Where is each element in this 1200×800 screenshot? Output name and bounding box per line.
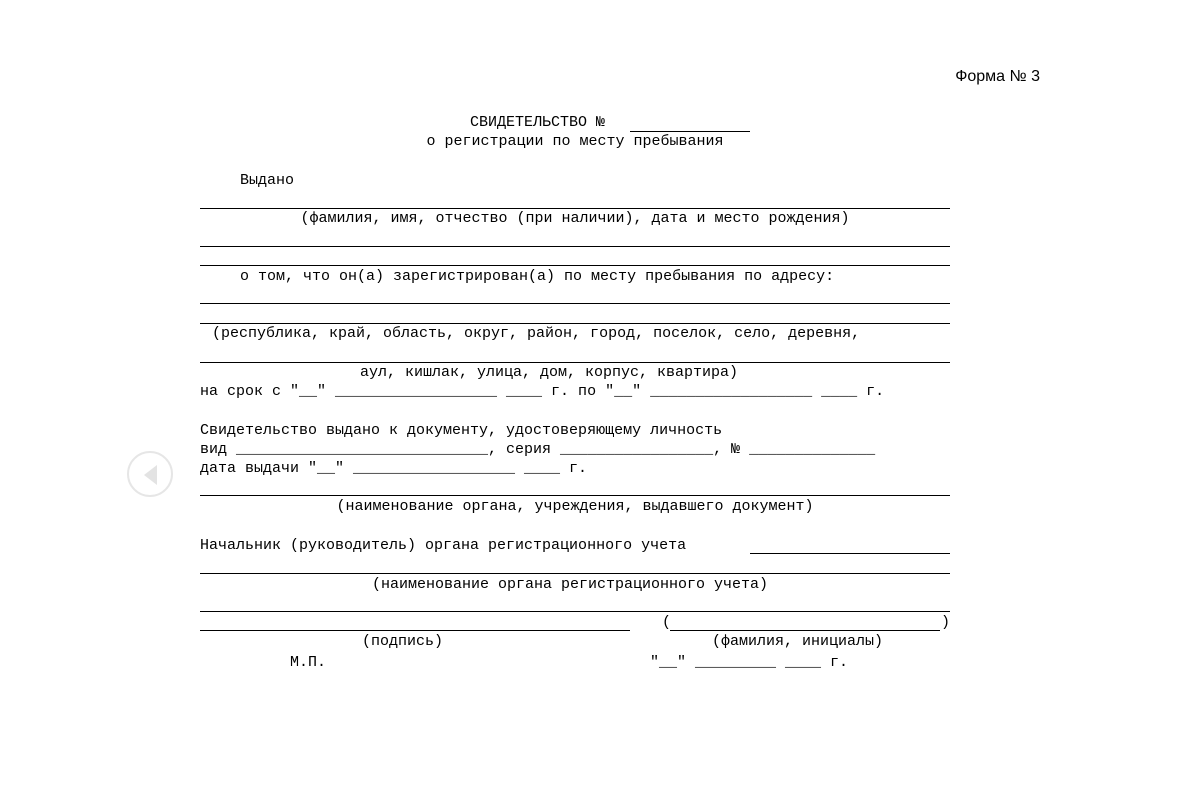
chief-line: Начальник (руководитель) органа регистрационного учета (200, 537, 687, 554)
caption-signature: (подпись) (362, 633, 444, 650)
document-type-line: вид ____________________________, серия _________________, № ______________ (200, 441, 876, 458)
address-line-1 (200, 303, 950, 304)
caption-registration-body: (наименование органа регистрационного учета) (371, 576, 769, 593)
previous-page-button[interactable] (127, 451, 173, 497)
paren-open: ( (662, 614, 672, 631)
certificate-title: СВИДЕТЕЛЬСТВО № (470, 114, 606, 131)
document-line: Свидетельство выдано к документу, удостоверяющему личность (200, 422, 723, 439)
caption-address-1: (республика, край, область, округ, район, город, поселок, село, деревня, (212, 325, 861, 342)
caption-address-2: аул, кишлак, улица, дом, корпус, квартира) (360, 364, 739, 381)
registration-body-line (200, 573, 950, 574)
date-line: "__" _________ ____ г. (650, 654, 849, 671)
issued-label: Выдано (240, 172, 295, 189)
seal-label: М.П. (290, 654, 327, 671)
chief-blank (750, 553, 950, 554)
caption-person: (фамилия, имя, отчество (при наличии), дата и место рождения) (300, 210, 850, 227)
signature-line (200, 630, 630, 631)
issuer-line (200, 495, 950, 496)
caption-issuer: (наименование органа, учреждения, выдавшего документ) (336, 498, 814, 515)
registration-statement: о том, что он(а) зарегистрирован(а) по месту пребывания по адресу: (240, 268, 835, 285)
person-line-3 (200, 265, 950, 266)
caption-name: (фамилия, инициалы) (712, 633, 884, 650)
paren-close: ) (941, 614, 951, 631)
form-number: Форма № 3 (955, 68, 1040, 85)
person-line-2 (200, 246, 950, 247)
certificate-subtitle: о регистрации по месту пребывания (426, 133, 724, 150)
chevron-left-icon (144, 465, 157, 485)
issue-date-line: дата выдачи "__" __________________ ____ г. (200, 460, 588, 477)
name-line (670, 630, 940, 631)
term-line: на срок с "__" __________________ ____ г. по "__" __________________ ____ г. (200, 383, 885, 400)
registration-body-line-2 (200, 611, 950, 612)
